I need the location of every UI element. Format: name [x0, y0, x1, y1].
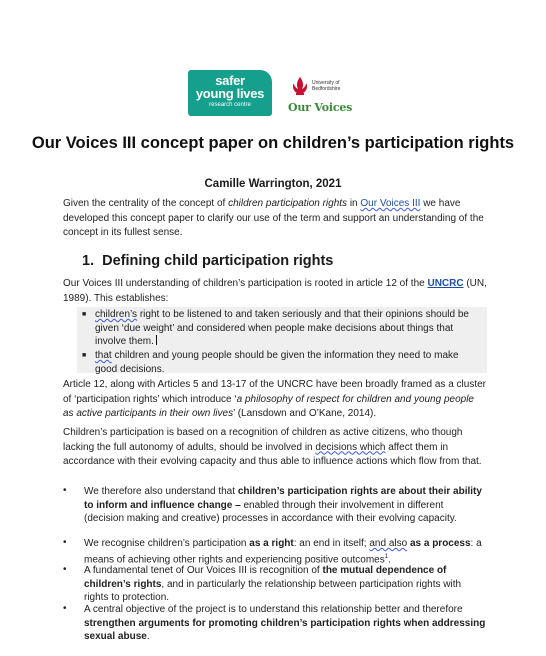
document-title: Our Voices III concept paper on children’s participation rights	[31, 134, 515, 152]
text-run: the mutual dependence of children’s rights	[84, 565, 447, 590]
bullet-icon: •	[63, 564, 67, 575]
section-title: Defining child participation rights	[102, 253, 334, 269]
text-run: Given the centrality of the concept of	[63, 198, 229, 209]
list-item	[84, 603, 486, 644]
text-run: A fundamental tenet of Our Voices III is recognition of	[84, 565, 323, 576]
logo-text: research centre	[209, 102, 251, 108]
text-run: children’s participation rights are about their ability to inform and influence change –	[84, 486, 482, 511]
text-run: and also	[369, 538, 408, 549]
text-run: We therefore also understand that	[84, 486, 238, 497]
section-heading	[82, 253, 333, 269]
intro-paragraph	[63, 197, 487, 241]
text-run: A central objective of the project is to understand this relationship better and therefore	[84, 604, 463, 615]
quote-list-item	[95, 349, 481, 376]
article-12-paragraph	[63, 378, 487, 422]
text-run: a philosophy of respect for children and young people as active participants in their own lives	[63, 393, 474, 419]
text-run: We recognise children’s participation	[84, 538, 250, 549]
text-run: Children’s participation is based on a recognition of children as active citizens, who though lacking the full autonomy of adults, should be involved in	[63, 427, 463, 453]
participation-paragraph	[63, 426, 487, 470]
text-run: Article 12, along with Articles 5 and 13-17 of the UNCRC have been broadly framed as a cluster of ‘participation rights’ which introduce ‘	[63, 379, 486, 405]
bullet-icon: •	[63, 537, 67, 548]
logo-text: safer	[215, 73, 245, 88]
text-run: ’ (Lansdown and O’Kane, 2014).	[233, 408, 377, 419]
bedfordshire-flame-icon	[290, 76, 310, 96]
uncrc-link[interactable]: UNCRC	[427, 278, 464, 289]
footnote-marker[interactable]: 1	[384, 553, 389, 560]
document-author: Camille Warrington, 2021	[204, 178, 342, 190]
list-item	[84, 537, 486, 566]
text-run: , and in particularly the relationship between participation rights with rights to protection.	[84, 578, 462, 603]
text-run: that	[95, 350, 112, 361]
text-run: Our Voices III understanding of children’s participation is rooted in article 12 of the	[63, 278, 428, 289]
text-run: children and young people should be given the information they need to make good decisions.	[95, 350, 459, 375]
text-run: as a right	[249, 538, 294, 549]
text-run: : a means of achieving other rights and experiencing positive outcomes	[84, 538, 482, 565]
logo-text: Bedfordshire	[312, 86, 341, 92]
text-run: we have developed this concept paper to clarify our use of the term and support an understanding of the concept in its fullest sense.	[63, 198, 484, 238]
bullet-icon: •	[63, 603, 67, 614]
text-run: children’s	[95, 309, 138, 320]
safer-young-lives-logo	[188, 70, 272, 116]
university-of-bedfordshire-logo	[288, 70, 368, 118]
bedfordshire-wordmark	[312, 80, 340, 92]
text-run: (UN, 1989). This establishes:	[63, 278, 487, 304]
text-cursor	[156, 335, 157, 345]
text-run: decisions which	[315, 441, 386, 453]
logo-text: young lives	[195, 86, 265, 101]
quote-list-item	[95, 308, 481, 349]
our-voices-link[interactable]: Our Voices III	[360, 198, 421, 209]
logo-bar	[188, 70, 368, 120]
text-run: in	[347, 198, 361, 209]
text-run: .	[146, 631, 150, 642]
bullet-icon: ■	[82, 311, 87, 318]
text-run: : an end in itself;	[293, 538, 370, 549]
text-run: right to be listened to and taken seriously and that their opinions should be given ‘due weight’ and considered when people make decisions about things that involve them.	[95, 309, 469, 347]
text-run: affect them in accordance with their evolving capacity and thus able to influence actions which flow from that.	[63, 441, 482, 467]
section-number: 1.	[82, 253, 95, 269]
logo-text: University of	[312, 80, 340, 86]
text-run: as a process	[407, 538, 471, 549]
bullet-icon: ■	[82, 352, 87, 359]
list-item	[84, 485, 486, 526]
list-item	[84, 564, 486, 605]
text-run: .	[388, 553, 391, 565]
text-run: strengthen arguments for promoting children’s participation rights when addressing sexual abuse	[84, 617, 486, 642]
text-run: enabled through their involvement in different (decision making and creative) processes in accordance with their evolving capacity.	[84, 499, 457, 524]
text-run: children participation rights	[228, 198, 348, 209]
bullet-icon: •	[63, 485, 67, 496]
our-voices-wordmark: Our Voices	[288, 101, 353, 114]
rooted-paragraph	[63, 277, 487, 306]
